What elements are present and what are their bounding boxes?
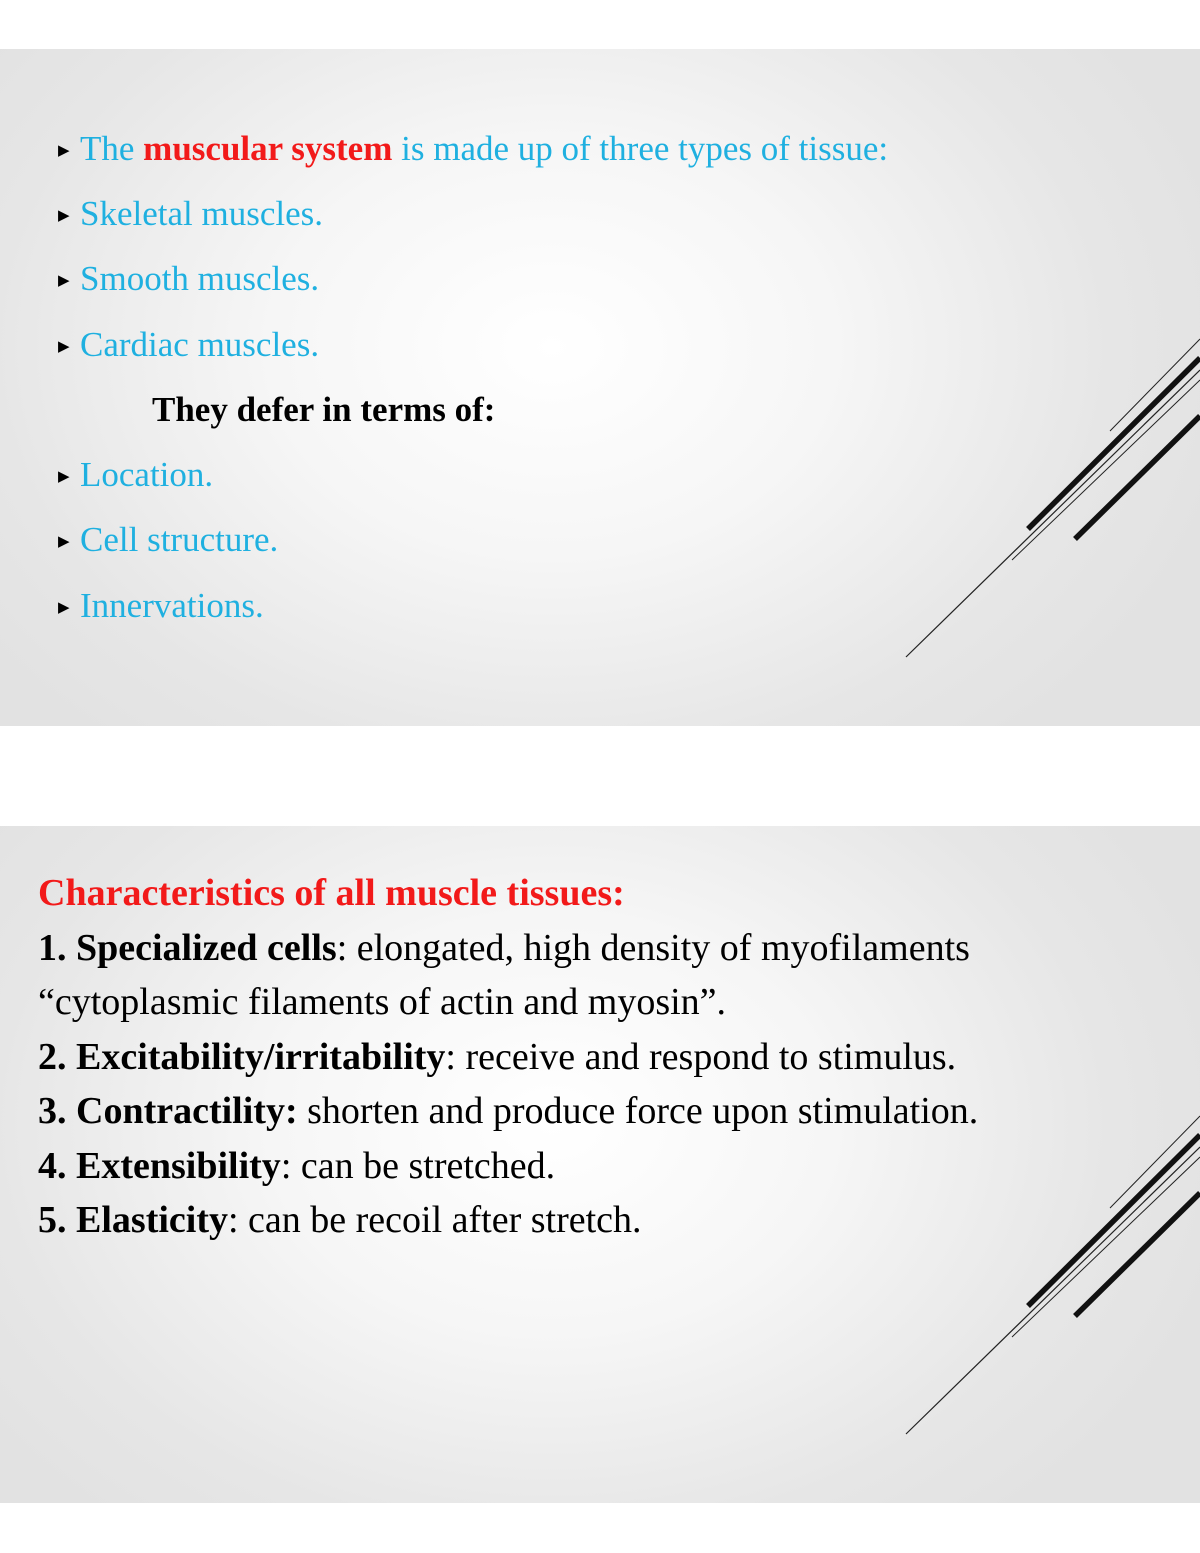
- bullet-text: Smooth muscles.: [80, 259, 320, 299]
- triangle-right-icon: ▶: [58, 467, 70, 486]
- decorative-diagonal-lines: [0, 49, 1200, 726]
- characteristic-item: 2. Excitability/irritability: receive and respond to stimulus.: [38, 1035, 957, 1078]
- slide-2-title: Characteristics of all muscle tissues:: [38, 872, 625, 914]
- decorative-diagonal-lines: [0, 826, 1200, 1503]
- triangle-right-icon: ▶: [58, 532, 70, 551]
- bullet-text: Cell structure.: [80, 520, 279, 560]
- slide-1: [0, 49, 1200, 726]
- bullet-text: Cardiac muscles.: [80, 324, 320, 364]
- triangle-right-icon: ▶: [58, 271, 70, 290]
- highlight-term: muscular system: [143, 128, 393, 168]
- triangle-right-icon: ▶: [58, 336, 70, 355]
- triangle-right-icon: ▶: [58, 205, 70, 224]
- subheading: They defer in terms of:: [152, 389, 496, 429]
- bullet-text: Skeletal muscles.: [80, 193, 324, 233]
- characteristic-item: 4. Extensibility: can be stretched.: [38, 1144, 556, 1187]
- bullet-text: Innervations.: [80, 585, 264, 625]
- bullet-text: Location.: [80, 455, 214, 495]
- triangle-right-icon: ▶: [58, 597, 70, 616]
- bullet-text: The muscular system is made up of three types of tissue:: [80, 128, 889, 168]
- characteristic-item: 3. Contractility: shorten and produce force upon stimulation.: [38, 1090, 979, 1132]
- characteristic-item: 5. Elasticity: can be recoil after stretch.: [38, 1199, 642, 1241]
- triangle-right-icon: ▶: [58, 140, 70, 159]
- slide-2: [0, 826, 1200, 1503]
- characteristic-item: 1. Specialized cells: elongated, high density of myofilaments “cytoplasmic filaments of actin and myosin”.: [38, 926, 970, 1023]
